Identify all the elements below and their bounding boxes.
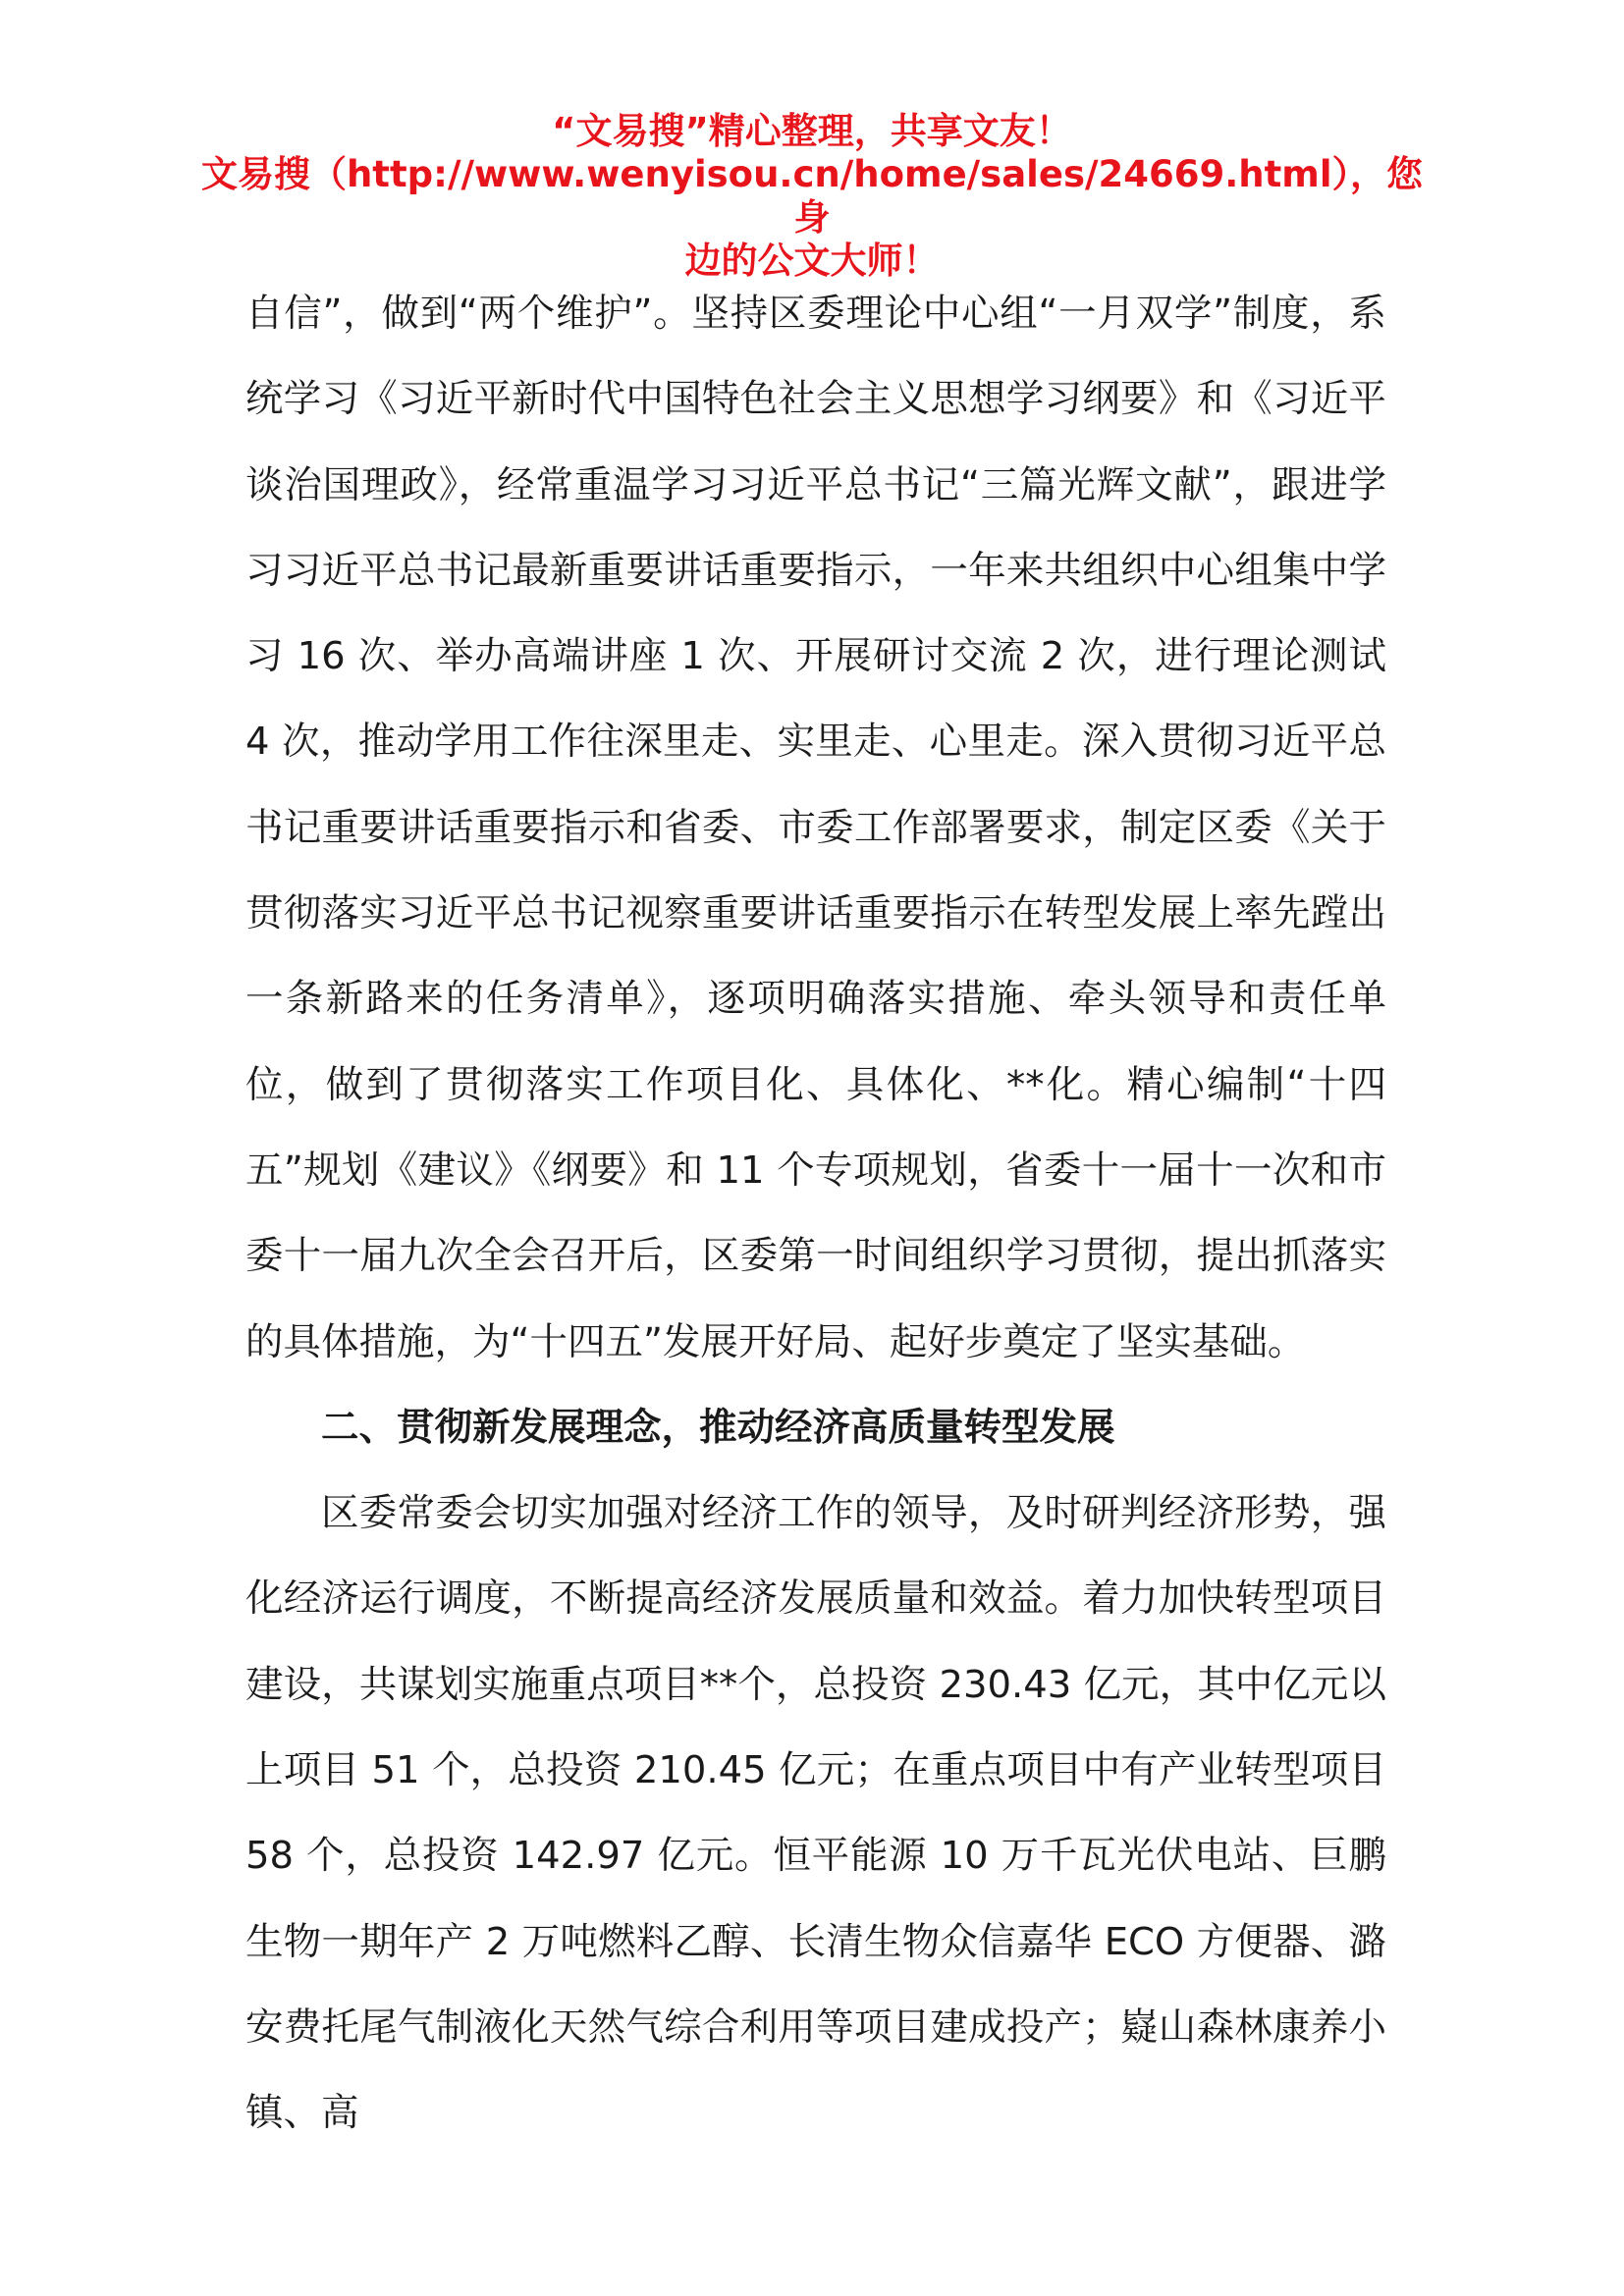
promo-header-line-3: 边的公文大师！	[684, 240, 940, 282]
promo-header-line-2: 文易搜（http://www.wenyisou.cn/home/sales/24669.html），您身	[200, 153, 1424, 239]
body-paragraph-2: 区委常委会切实加强对经济工作的领导，及时研判经济形势，强化经济运行调度，不断提高经济发展质量和效益。着力加快转型项目建设，共谋划实施重点项目**个，总投资 230.43 亿元，其中亿元以上项目 51 个，总投资 210.45 亿元；在重点项目中有产业转型项目 58 个，总投资 142.97 亿元。恒平能源 10 万千瓦光伏电站、巨鹏生物一期年产 2 万吨燃料乙醇、长清生物众信嘉华 ECO 方便器、潞安费托尾气制液化天然气综合利用等项目建成投产；嶷山森林康养小镇、高	[245, 1491, 1386, 2136]
promo-header	[196, 110, 1428, 283]
promo-header-line-1: “文易搜”精心整理，共享文友！	[552, 110, 1072, 152]
body-paragraph-1: 自信”，做到“两个维护”。坚持区委理论中心组“一月双学”制度，系统学习《习近平新时代中国特色社会主义思想学习纲要》和《习近平谈治国理政》，经常重温学习习近平总书记“三篇光辉文献”，跟进学习习近平总书记最新重要讲话重要指示，一年来共组织中心组集中学习 16 次、举办高端讲座 1 次、开展研讨交流 2 次，进行理论测试 4 次，推动学用工作往深里走、实里走、心里走。深入贯彻习近平总书记重要讲话重要指示和省委、市委工作部署要求，制定区委《关于贯彻落实习近平总书记视察重要讲话重要指示在转型发展上率先蹚出一条新路来的任务清单》，逐项明确落实措施、牵头领导和责任单位，做到了贯彻落实工作项目化、具体化、**化。精心编制“十四五”规划《建议》《纲要》和 11 个专项规划，省委十一届十一次和市委十一届九次全会召开后，区委第一时间组织学习贯彻，提出抓落实的具体措施，为“十四五”发展开好局、起好步奠定了坚实基础。	[245, 292, 1386, 1364]
document-body	[245, 271, 1386, 2157]
section-heading-2: 二、贯彻新发展理念，推动经济高质量转型发展	[321, 1405, 1115, 1450]
